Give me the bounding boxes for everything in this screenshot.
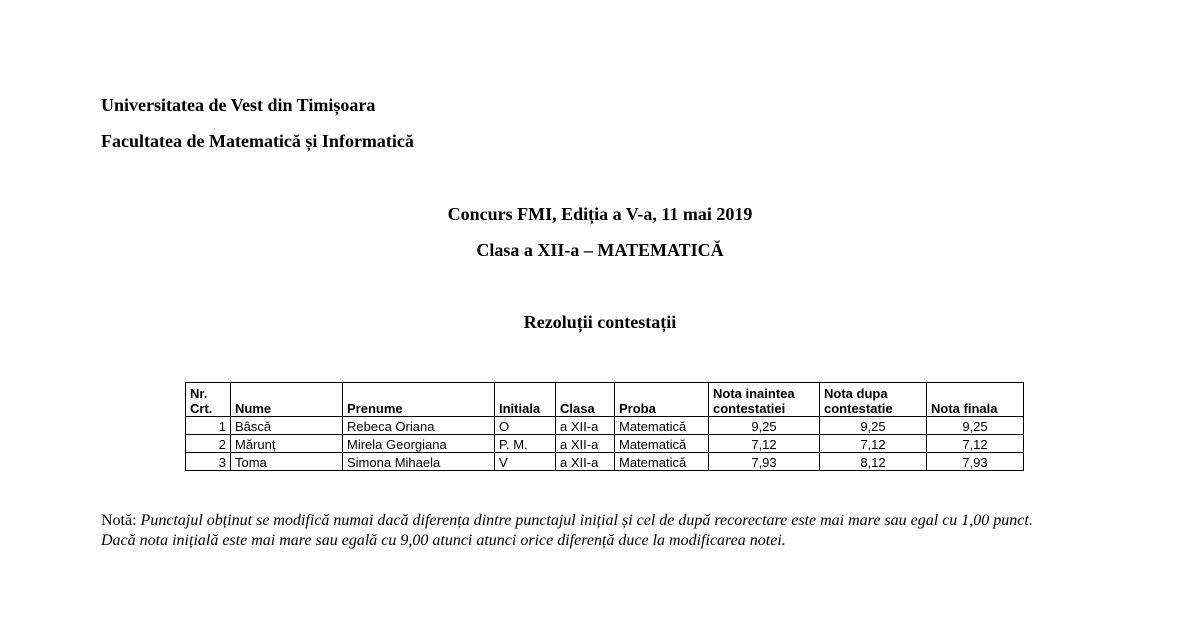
col-header-nota-inainte-line2: contestatiei bbox=[713, 401, 786, 416]
cell-prenume: Simona Mihaela bbox=[343, 453, 495, 471]
section-title: Rezoluții contestații bbox=[523, 312, 677, 332]
footnote bbox=[101, 511, 1161, 551]
cell-nota-finala: 9,25 bbox=[927, 417, 1024, 435]
col-header-nota-finala: Nota finala bbox=[927, 383, 1024, 417]
cell-prenume: Mirela Georgiana bbox=[343, 435, 495, 453]
cell-proba: Matematică bbox=[615, 417, 709, 435]
cell-clasa: a XII-a bbox=[556, 417, 615, 435]
cell-prenume: Rebeca Oriana bbox=[343, 417, 495, 435]
cell-proba: Matematică bbox=[615, 435, 709, 453]
col-header-initiala: Initiala bbox=[495, 383, 556, 417]
footnote-line2: Dacă nota inițială este mai mare sau egală cu 9,00 atunci atunci orice diferență duce la modificarea notei. bbox=[101, 532, 786, 549]
table-row bbox=[186, 417, 1024, 435]
col-header-nr-line2: Crt. bbox=[190, 401, 213, 416]
cell-nota-inainte: 7,12 bbox=[709, 435, 820, 453]
cell-nota-dupa: 9,25 bbox=[820, 417, 927, 435]
results-table bbox=[185, 382, 1024, 471]
cell-proba: Matematică bbox=[615, 453, 709, 471]
cell-nume: Bâscă bbox=[231, 417, 343, 435]
cell-initiala: P. M. bbox=[495, 435, 556, 453]
cell-nota-finala: 7,12 bbox=[927, 435, 1024, 453]
cell-nr: 1 bbox=[186, 417, 231, 435]
footnote-line1: Punctajul obținut se modifică numai dacă diferența dintre punctajul inițial și cel de după recorectare este mai mare sau egal cu 1,00 punct. bbox=[140, 512, 1033, 529]
footnote-label: Notă: bbox=[101, 512, 141, 529]
cell-clasa: a XII-a bbox=[556, 453, 615, 471]
faculty-name: Facultatea de Matematică și Informatică bbox=[101, 131, 414, 151]
cell-nume: Toma bbox=[231, 453, 343, 471]
cell-nota-dupa: 8,12 bbox=[820, 453, 927, 471]
class-subtitle: Clasa a XII-a – MATEMATICĂ bbox=[476, 240, 724, 260]
cell-nota-inainte: 9,25 bbox=[709, 417, 820, 435]
university-name: Universitatea de Vest din Timișoara bbox=[101, 95, 376, 115]
col-header-prenume: Prenume bbox=[343, 383, 495, 417]
col-header-nota-dupa bbox=[820, 383, 927, 417]
table-header-row bbox=[186, 383, 1024, 417]
col-header-nota-dupa-line2: contestatie bbox=[824, 401, 893, 416]
contest-title: Concurs FMI, Ediția a V-a, 11 mai 2019 bbox=[447, 204, 753, 224]
cell-initiala: V bbox=[495, 453, 556, 471]
cell-nr: 2 bbox=[186, 435, 231, 453]
cell-nota-dupa: 7,12 bbox=[820, 435, 927, 453]
col-header-nr-line1: Nr. bbox=[190, 386, 208, 401]
table-row bbox=[186, 435, 1024, 453]
col-header-nota-inainte bbox=[709, 383, 820, 417]
cell-nota-inainte: 7,93 bbox=[709, 453, 820, 471]
col-header-nume: Nume bbox=[231, 383, 343, 417]
cell-nota-finala: 7,93 bbox=[927, 453, 1024, 471]
col-header-clasa: Clasa bbox=[556, 383, 615, 417]
col-header-nota-inainte-line1: Nota inaintea bbox=[713, 386, 795, 401]
cell-nr: 3 bbox=[186, 453, 231, 471]
table-row bbox=[186, 453, 1024, 471]
cell-initiala: O bbox=[495, 417, 556, 435]
col-header-nr bbox=[186, 383, 231, 417]
cell-clasa: a XII-a bbox=[556, 435, 615, 453]
col-header-proba: Proba bbox=[615, 383, 709, 417]
col-header-nota-dupa-line1: Nota dupa bbox=[824, 386, 888, 401]
cell-nume: Mărunț bbox=[231, 435, 343, 453]
